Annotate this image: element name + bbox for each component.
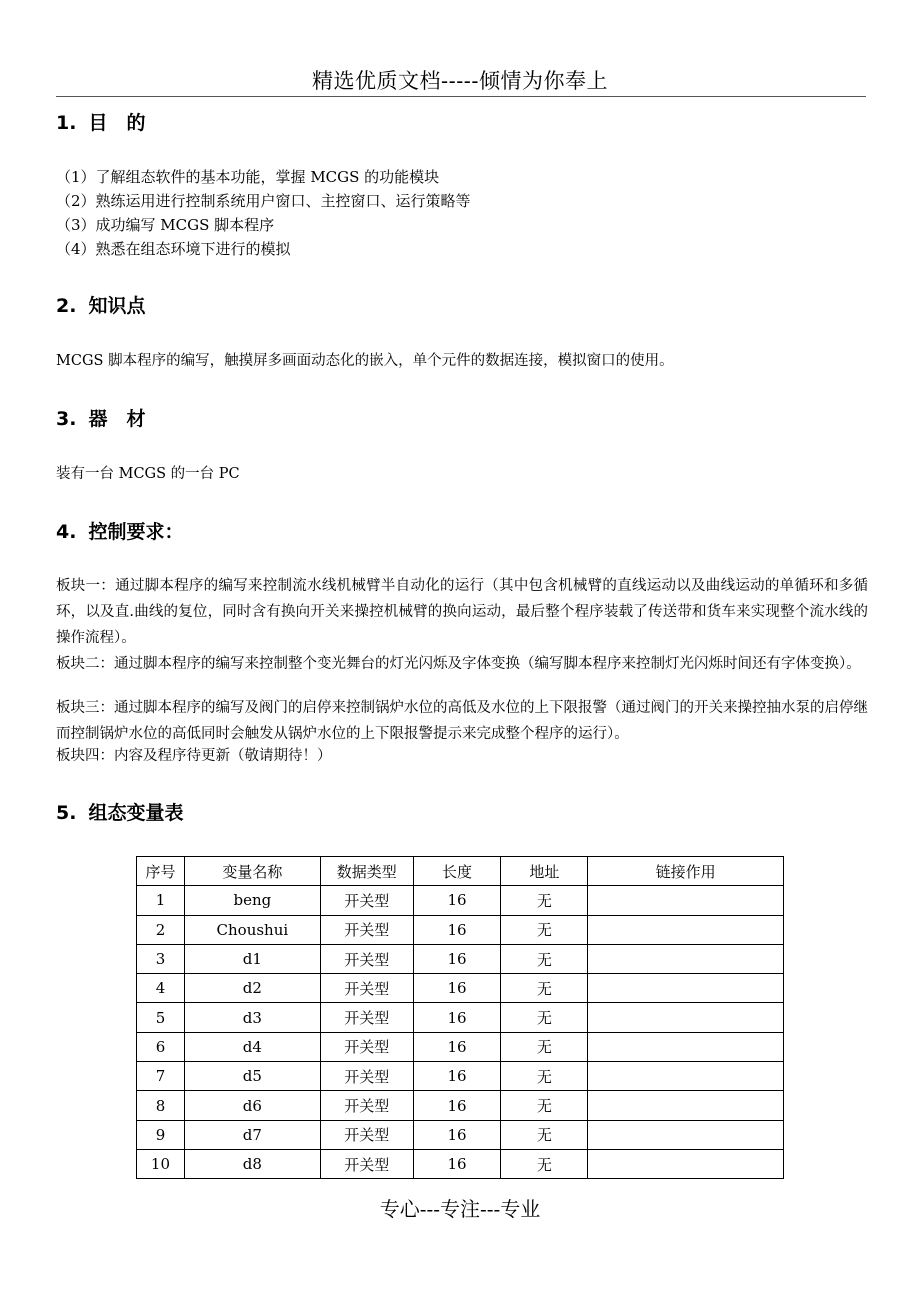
table-cell: 开关型 — [320, 915, 413, 944]
table-row — [137, 974, 784, 1003]
section-number: 1. — [56, 112, 77, 134]
table-cell: 开关型 — [320, 1062, 413, 1091]
table-cell: d3 — [184, 1003, 320, 1032]
section-3-heading — [56, 406, 145, 432]
table-cell — [588, 1003, 784, 1032]
page-header-title: 精选优质文档-----倾情为你奉上 — [312, 69, 608, 93]
objective-item: （1）了解组态软件的基本功能，掌握 MCGS 的功能模块 — [56, 168, 440, 186]
table-cell: 16 — [413, 886, 501, 915]
column-header: 序号 — [137, 857, 185, 886]
section-2-heading — [56, 293, 145, 319]
table-cell: 开关型 — [320, 1032, 413, 1061]
table-cell — [588, 1032, 784, 1061]
table-cell: 16 — [413, 974, 501, 1003]
table-cell — [588, 886, 784, 915]
table-cell: 16 — [413, 1003, 501, 1032]
table-cell — [588, 1149, 784, 1178]
table-cell: 无 — [501, 1062, 588, 1091]
table-row — [137, 1003, 784, 1032]
table-row — [137, 915, 784, 944]
column-header: 数据类型 — [320, 857, 413, 886]
column-header: 地址 — [501, 857, 588, 886]
table-row — [137, 1149, 784, 1178]
requirement-paragraph: 板块一：通过脚本程序的编写来控制流水线机械臂半自动化的运行（其中包含机械臂的直线运动以及曲线运动的单循环和多循环，以及直.曲线的复位，同时含有换向开关来操控机械臂的换向运动，最后整个程序装载了传送带和货车来实现整个流水线的操作流程）。 — [56, 578, 868, 646]
table-row — [137, 1062, 784, 1091]
table-cell: 2 — [137, 915, 185, 944]
section-number: 4. — [56, 521, 77, 543]
table-cell: Choushui — [184, 915, 320, 944]
table-cell: 16 — [413, 1120, 501, 1149]
requirement-paragraph: 板块三：通过脚本程序的编写及阀门的启停来控制锅炉水位的高低及水位的上下限报警（通过阀门的开关来操控抽水泵的启停继而控制锅炉水位的高低同时会触发从锅炉水位的上下限报警提示来完成整个程序的运行）。 — [56, 700, 868, 742]
table-cell: 开关型 — [320, 1149, 413, 1178]
section-number: 5. — [56, 802, 77, 824]
table-cell: 无 — [501, 974, 588, 1003]
objective-item: （2）熟练运用进行控制系统用户窗口、主控窗口、运行策略等 — [56, 192, 471, 210]
table-cell: 5 — [137, 1003, 185, 1032]
table-cell: d7 — [184, 1120, 320, 1149]
section-5-heading — [56, 800, 183, 826]
table-row — [137, 886, 784, 915]
table-cell: 3 — [137, 944, 185, 973]
table-cell: 1 — [137, 886, 185, 915]
table-cell: 6 — [137, 1032, 185, 1061]
table-row — [137, 944, 784, 973]
table-cell: 无 — [501, 1003, 588, 1032]
column-header: 链接作用 — [588, 857, 784, 886]
table-cell: 16 — [413, 1062, 501, 1091]
table-cell: 开关型 — [320, 886, 413, 915]
table-cell: 无 — [501, 886, 588, 915]
table-cell: 16 — [413, 944, 501, 973]
table-cell: 开关型 — [320, 1120, 413, 1149]
table-cell: d8 — [184, 1149, 320, 1178]
section-title: 知识点 — [88, 295, 146, 317]
table-cell: 开关型 — [320, 1091, 413, 1120]
table-cell — [588, 1120, 784, 1149]
knowledge-text: MCGS 脚本程序的编写，触摸屏多画面动态化的嵌入，单个元件的数据连接，模拟窗口的使用。 — [56, 353, 674, 369]
requirement-paragraph: 板块二：通过脚本程序的编写来控制整个变光舞台的灯光闪烁及字体变换（编写脚本程序来控制灯光闪烁时间还有字体变换）。 — [56, 656, 861, 672]
table-cell: 7 — [137, 1062, 185, 1091]
section-number: 2. — [56, 295, 77, 317]
table-cell: d5 — [184, 1062, 320, 1091]
table-cell: 10 — [137, 1149, 185, 1178]
section-title: 器 材 — [88, 408, 146, 430]
table-cell: 无 — [501, 1120, 588, 1149]
table-cell: beng — [184, 886, 320, 915]
table-cell: 9 — [137, 1120, 185, 1149]
section-title: 目 的 — [88, 112, 146, 134]
table-cell: 16 — [413, 915, 501, 944]
table-row — [137, 1091, 784, 1120]
header-divider — [56, 96, 866, 97]
section-title: 控制要求： — [88, 521, 184, 543]
table-cell: d6 — [184, 1091, 320, 1120]
table-cell: 16 — [413, 1032, 501, 1061]
objective-item: （4）熟悉在组态环境下进行的模拟 — [56, 240, 291, 258]
table-cell: d1 — [184, 944, 320, 973]
table-cell: d2 — [184, 974, 320, 1003]
table-cell: 16 — [413, 1091, 501, 1120]
table-cell — [588, 915, 784, 944]
table-cell: 16 — [413, 1149, 501, 1178]
table-cell — [588, 1091, 784, 1120]
section-1-heading — [56, 110, 145, 136]
table-cell: 4 — [137, 974, 185, 1003]
objective-item: （3）成功编写 MCGS 脚本程序 — [56, 216, 275, 234]
column-header: 变量名称 — [184, 857, 320, 886]
requirement-paragraph: 板块四：内容及程序待更新（敬请期待！） — [56, 748, 332, 764]
section-title: 组态变量表 — [88, 802, 184, 824]
table-cell: 开关型 — [320, 944, 413, 973]
equipment-text: 装有一台 MCGS 的一台 PC — [56, 466, 240, 482]
table-row — [137, 1032, 784, 1061]
section-number: 3. — [56, 408, 77, 430]
table-cell — [588, 1062, 784, 1091]
section-4-heading — [56, 519, 183, 545]
table-cell — [588, 944, 784, 973]
table-cell: 无 — [501, 1091, 588, 1120]
column-header: 长度 — [413, 857, 501, 886]
table-cell: 无 — [501, 1032, 588, 1061]
variable-table — [136, 856, 784, 1179]
table-cell: 8 — [137, 1091, 185, 1120]
table-cell: d4 — [184, 1032, 320, 1061]
page-footer: 专心---专注---专业 — [379, 1197, 541, 1221]
table-header-row — [137, 857, 784, 886]
table-cell: 开关型 — [320, 1003, 413, 1032]
table-cell: 无 — [501, 915, 588, 944]
table-cell: 开关型 — [320, 974, 413, 1003]
table-cell: 无 — [501, 944, 588, 973]
table-cell: 无 — [501, 1149, 588, 1178]
table-cell — [588, 974, 784, 1003]
table-row — [137, 1120, 784, 1149]
